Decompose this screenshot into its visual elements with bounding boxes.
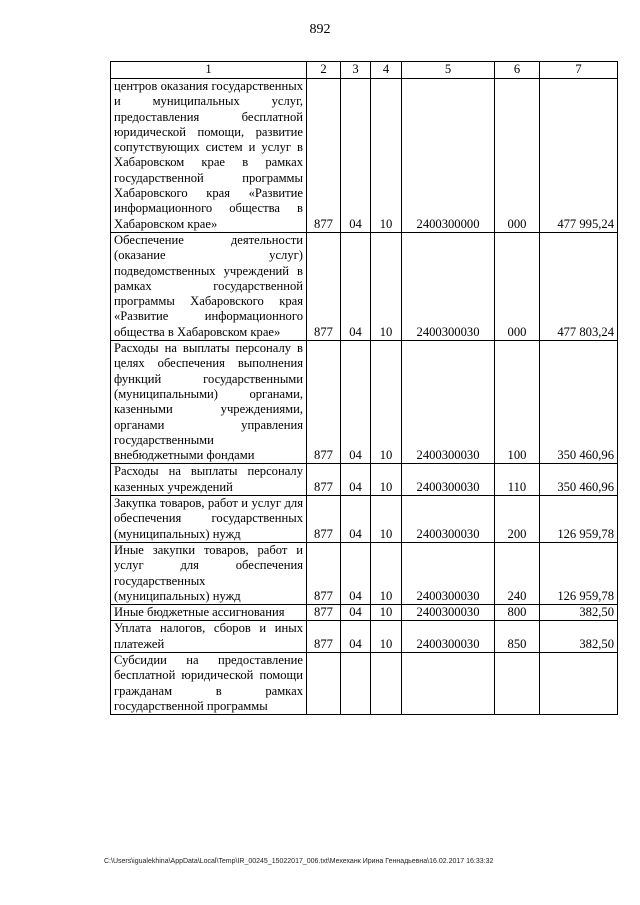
- table-row: [111, 621, 618, 653]
- description-cell: Обеспечение деятельности (оказание услуг) подведомственных учреждений в рамках государственной программы Хабаровского края «Развитие информационного общества в Хабаровском крае»: [111, 232, 307, 340]
- table-row: [111, 341, 618, 464]
- amount-cell: 126 959,78: [540, 496, 618, 543]
- table-row: [111, 652, 618, 714]
- admin-code-cell: 877: [307, 542, 341, 604]
- target-article-cell: 2400300030: [402, 464, 495, 496]
- description-cell: Уплата налогов, сборов и иных платежей: [111, 621, 307, 653]
- table-row: [111, 542, 618, 604]
- subsection-cell: 10: [371, 542, 402, 604]
- expense-type-cell: 800: [495, 605, 540, 621]
- table-row: [111, 464, 618, 496]
- column-header: 2: [307, 62, 341, 79]
- expense-type-cell: 100: [495, 341, 540, 464]
- expense-type-cell: 850: [495, 621, 540, 653]
- admin-code-cell: 877: [307, 341, 341, 464]
- admin-code-cell: 877: [307, 79, 341, 233]
- amount-cell: 477 995,24: [540, 79, 618, 233]
- target-article-cell: [402, 652, 495, 714]
- column-header: 7: [540, 62, 618, 79]
- section-cell: 04: [341, 232, 371, 340]
- admin-code-cell: 877: [307, 496, 341, 543]
- table-row: [111, 605, 618, 621]
- expense-type-cell: 240: [495, 542, 540, 604]
- admin-code-cell: 877: [307, 232, 341, 340]
- target-article-cell: 2400300030: [402, 542, 495, 604]
- section-cell: 04: [341, 605, 371, 621]
- admin-code-cell: 877: [307, 464, 341, 496]
- description-cell: Субсидии на предоставление бесплатной юридической помощи гражданам в рамках государственной программы: [111, 652, 307, 714]
- section-cell: 04: [341, 464, 371, 496]
- amount-cell: 382,50: [540, 621, 618, 653]
- subsection-cell: 10: [371, 621, 402, 653]
- target-article-cell: 2400300030: [402, 605, 495, 621]
- description-cell: Расходы на выплаты персоналу в целях обеспечения выполнения функций государственными (муниципальными) органами, казенными учреждениями, органами управления государственными внебюджетными фондами: [111, 341, 307, 464]
- target-article-cell: 2400300030: [402, 496, 495, 543]
- expense-type-cell: 110: [495, 464, 540, 496]
- table-row: [111, 496, 618, 543]
- expense-type-cell: 000: [495, 79, 540, 233]
- admin-code-cell: 877: [307, 605, 341, 621]
- description-cell: центров оказания государственных и муниципальных услуг, предоставления бесплатной юридической помощи, развитие сопутствующих систем и услуг в Хабаровском крае в рамках государственной программы Хабаровского края «Развитие информационного общества в Хабаровском крае»: [111, 79, 307, 233]
- amount-cell: 477 803,24: [540, 232, 618, 340]
- subsection-cell: 10: [371, 341, 402, 464]
- target-article-cell: 2400300030: [402, 341, 495, 464]
- amount-cell: 350 460,96: [540, 464, 618, 496]
- target-article-cell: 2400300030: [402, 621, 495, 653]
- amount-cell: [540, 652, 618, 714]
- section-cell: 04: [341, 341, 371, 464]
- amount-cell: 350 460,96: [540, 341, 618, 464]
- target-article-cell: 2400300000: [402, 79, 495, 233]
- admin-code-cell: 877: [307, 621, 341, 653]
- column-header: 5: [402, 62, 495, 79]
- subsection-cell: [371, 652, 402, 714]
- section-cell: 04: [341, 542, 371, 604]
- admin-code-cell: [307, 652, 341, 714]
- section-cell: [341, 652, 371, 714]
- subsection-cell: 10: [371, 232, 402, 340]
- description-cell: Расходы на выплаты персоналу казенных учреждений: [111, 464, 307, 496]
- section-cell: 04: [341, 496, 371, 543]
- description-cell: Иные закупки товаров, работ и услуг для обеспечения государственных (муниципальных) нужд: [111, 542, 307, 604]
- table-row: [111, 232, 618, 340]
- amount-cell: 126 959,78: [540, 542, 618, 604]
- page-number: 892: [309, 22, 331, 37]
- subsection-cell: 10: [371, 496, 402, 543]
- subsection-cell: 10: [371, 79, 402, 233]
- column-header: 1: [111, 62, 307, 79]
- description-cell: Закупка товаров, работ и услуг для обеспечения государственных (муниципальных) нужд: [111, 496, 307, 543]
- subsection-cell: 10: [371, 605, 402, 621]
- expense-type-cell: 000: [495, 232, 540, 340]
- description-cell: Иные бюджетные ассигнования: [111, 605, 307, 621]
- column-header: 4: [371, 62, 402, 79]
- column-header: 6: [495, 62, 540, 79]
- target-article-cell: 2400300030: [402, 232, 495, 340]
- header-row: [111, 62, 618, 79]
- section-cell: 04: [341, 621, 371, 653]
- amount-cell: 382,50: [540, 605, 618, 621]
- table-row: [111, 79, 618, 233]
- subsection-cell: 10: [371, 464, 402, 496]
- section-cell: 04: [341, 79, 371, 233]
- budget-table: [110, 61, 618, 715]
- expense-type-cell: 200: [495, 496, 540, 543]
- expense-type-cell: [495, 652, 540, 714]
- column-header: 3: [341, 62, 371, 79]
- file-path-footer: C:\Users\igualekhina\AppData\Local\Temp\IR_00245_15022017_006.txt\Мехеханк Ирина Геннадьевна\16.02.2017 16:33:32: [104, 858, 494, 865]
